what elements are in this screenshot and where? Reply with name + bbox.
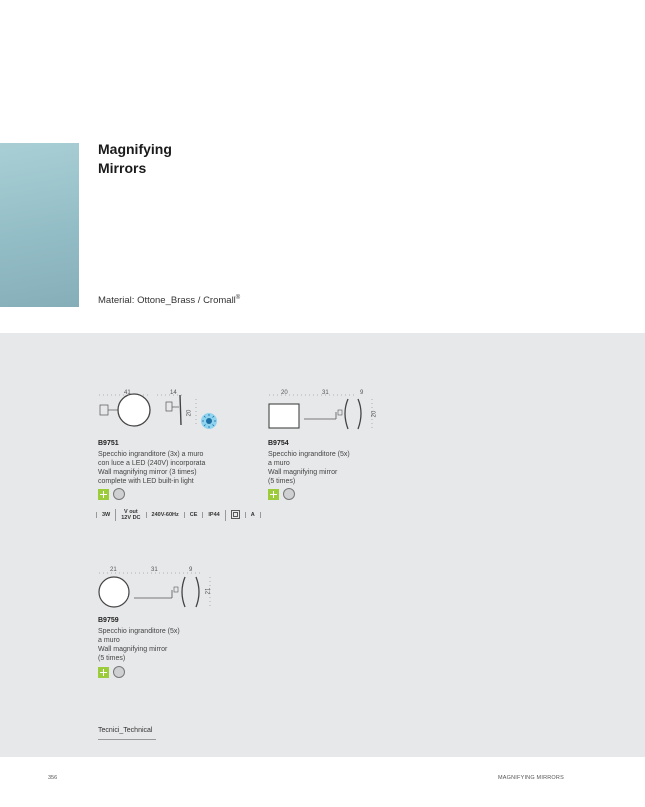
product-code: B9754	[268, 440, 289, 447]
dim-height: 20	[186, 409, 193, 417]
spec-power: 3W	[96, 512, 115, 518]
spec-input: 240V-60Hz	[146, 512, 184, 518]
desc-line: Wall magnifying mirror (3 times)	[98, 469, 197, 476]
desc-line: Wall magnifying mirror	[268, 469, 338, 476]
desc-line: Wall magnifying mirror	[98, 646, 168, 653]
desc-line: (5 times)	[98, 655, 126, 662]
spec-ip-rating: IP44	[202, 512, 224, 518]
desc-line: Specchio ingranditore (5x)	[268, 451, 350, 458]
chrome-finish-swatch[interactable]	[113, 666, 125, 678]
title-line-1: Magnifying	[98, 141, 172, 157]
mirror-side-curve	[345, 399, 348, 429]
spec-energy-class: A	[245, 512, 261, 518]
mirror-front-round	[99, 577, 129, 607]
mirror-side-curve	[182, 577, 185, 607]
product-code: B9751	[98, 440, 119, 447]
desc-line: complete with LED built-in light	[98, 478, 194, 485]
product-description	[268, 450, 350, 486]
finish-swatches	[98, 488, 125, 500]
led-light-icon	[200, 412, 218, 430]
technical-link[interactable]: Tecnici_Technical	[98, 727, 153, 734]
registered-mark: ®	[235, 295, 241, 301]
mirror-side	[180, 395, 181, 425]
section-color-block	[0, 143, 79, 307]
desc-line: Specchio ingranditore (5x)	[98, 628, 180, 635]
desc-line: (5 times)	[268, 478, 296, 485]
desc-line: a muro	[268, 460, 290, 467]
chrome-finish-swatch[interactable]	[283, 488, 295, 500]
technical-underline	[98, 739, 156, 740]
spec-class-icon	[225, 510, 245, 521]
material-line	[98, 295, 240, 306]
dim-diameter: 21	[110, 567, 117, 573]
product-code: B9759	[98, 617, 119, 624]
mirror-front	[118, 394, 150, 426]
finish-option-icon[interactable]	[98, 489, 109, 500]
page-number: 356	[48, 775, 58, 781]
desc-line: Specchio ingranditore (3x) a muro	[98, 451, 204, 458]
finish-swatches	[98, 666, 125, 678]
spec-strip	[96, 508, 261, 522]
mirror-side-curve	[196, 577, 199, 607]
mirror-front-square	[269, 404, 299, 428]
spec-voltage-out: V out 12V DC	[115, 509, 145, 521]
title-line-2: Mirrors	[98, 160, 147, 176]
mirror-side-curve	[358, 399, 361, 429]
wall-plate	[174, 587, 178, 592]
product-description	[98, 450, 205, 486]
section-name: MAGNIFYING MIRRORS	[498, 775, 564, 781]
product-description	[98, 627, 180, 663]
desc-line: a muro	[98, 637, 120, 644]
dim-depth: 9	[360, 390, 364, 396]
dim-depth: 14	[170, 390, 177, 396]
finish-swatches	[268, 488, 295, 500]
finish-option-icon[interactable]	[98, 667, 109, 678]
page-title	[98, 140, 172, 178]
double-insulation-icon	[231, 510, 240, 519]
finish-option-icon[interactable]	[268, 489, 279, 500]
dim-width: 20	[281, 390, 288, 396]
wall-plate	[338, 410, 342, 415]
dim-arm: 31	[151, 567, 158, 573]
dim-height: 21	[205, 587, 212, 595]
material-label: Material: Ottone_Brass / Cromall	[98, 295, 236, 307]
b9751-drawing	[92, 385, 242, 435]
dim-arm: 31	[322, 390, 329, 396]
wall-plate-side	[166, 402, 172, 411]
spec-ce-mark: CE	[184, 512, 203, 518]
dim-height: 20	[371, 410, 378, 418]
dim-width: 41	[124, 390, 131, 396]
chrome-finish-swatch[interactable]	[113, 488, 125, 500]
desc-line: con luce a LED (240V) incorporata	[98, 460, 206, 467]
wall-plate-front	[100, 405, 108, 415]
dim-depth: 9	[189, 567, 193, 573]
